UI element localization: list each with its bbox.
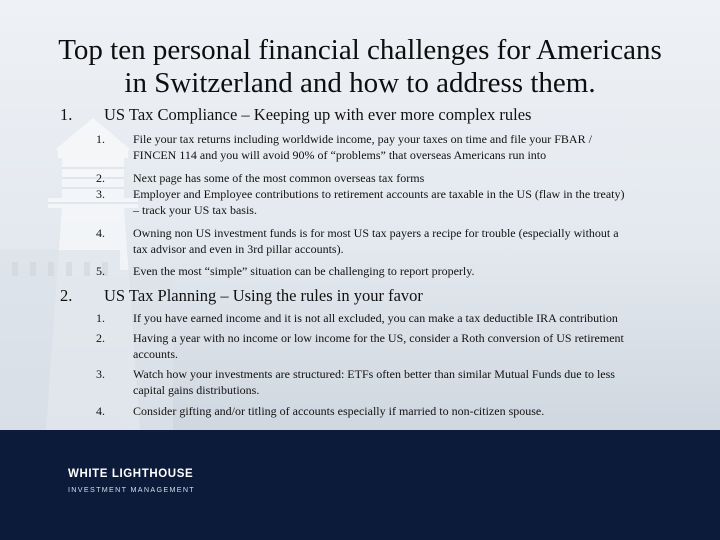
item-line: Next page has some of the most common overseas tax forms — [133, 171, 425, 185]
item-line: Employer and Employee contributions to retirement accounts are taxable in the US (flaw in the treaty) — [133, 187, 625, 201]
item-number: 1. — [96, 311, 105, 325]
item-line: tax advisor and even in 3rd pillar accounts). — [133, 241, 344, 256]
item-number: 4. — [96, 404, 105, 418]
title-line-1: Top ten personal financial challenges for Americans — [58, 34, 662, 66]
list-item — [133, 171, 424, 187]
item-number: 5. — [96, 264, 105, 278]
list-item — [133, 311, 618, 327]
brand-logo-text: WHITE LIGHTHOUSE — [68, 468, 194, 480]
item-line: Watch how your investments are structured: ETFs often better than similar Mutual Funds due to less — [133, 367, 615, 381]
item-number: 2. — [96, 171, 105, 185]
item-line: File your tax returns including worldwide income, pay your taxes on time and file your FBAR / — [133, 132, 592, 146]
section-heading: US Tax Planning – Using the rules in your favor — [104, 286, 423, 305]
item-number: 3. — [96, 367, 105, 381]
item-line: If you have earned income and it is not all excluded, you can make a tax deductible IRA contribution — [133, 311, 618, 325]
section-heading: US Tax Compliance – Keeping up with ever more complex rules — [104, 105, 532, 124]
brand-tagline: INVESTMENT MANAGEMENT — [68, 485, 196, 494]
list-item — [133, 331, 624, 362]
item-number: 3. — [96, 187, 105, 201]
section-number: 1. — [60, 105, 73, 124]
item-number: 2. — [96, 331, 105, 345]
item-line: Having a year with no income or low income for the US, consider a Roth conversion of US retirement — [133, 331, 624, 345]
item-number: 4. — [96, 226, 105, 240]
list-item — [133, 404, 544, 420]
item-line: Consider gifting and/or titling of accounts especially if married to non-citizen spouse. — [133, 404, 545, 418]
list-item — [133, 187, 625, 218]
list-item — [133, 367, 615, 398]
list-item — [133, 264, 474, 280]
item-line: Even the most “simple” situation can be challenging to report properly. — [133, 264, 475, 278]
item-line: – track your US tax basis. — [133, 202, 257, 217]
title-line-2: in Switzerland and how to address them. — [124, 67, 596, 99]
item-line: FINCEN 114 and you will avoid 90% of “problems” that overseas Americans run into — [133, 147, 547, 162]
item-number: 1. — [96, 132, 105, 146]
list-item — [133, 132, 592, 163]
section-number: 2. — [60, 286, 73, 305]
item-line: accounts. — [133, 346, 178, 361]
item-line: Owning non US investment funds is for most US tax payers a recipe for trouble (especially without a — [133, 226, 619, 240]
list-item — [133, 226, 619, 257]
slide-title — [10, 34, 710, 100]
item-line: capital gains distributions. — [133, 382, 260, 397]
